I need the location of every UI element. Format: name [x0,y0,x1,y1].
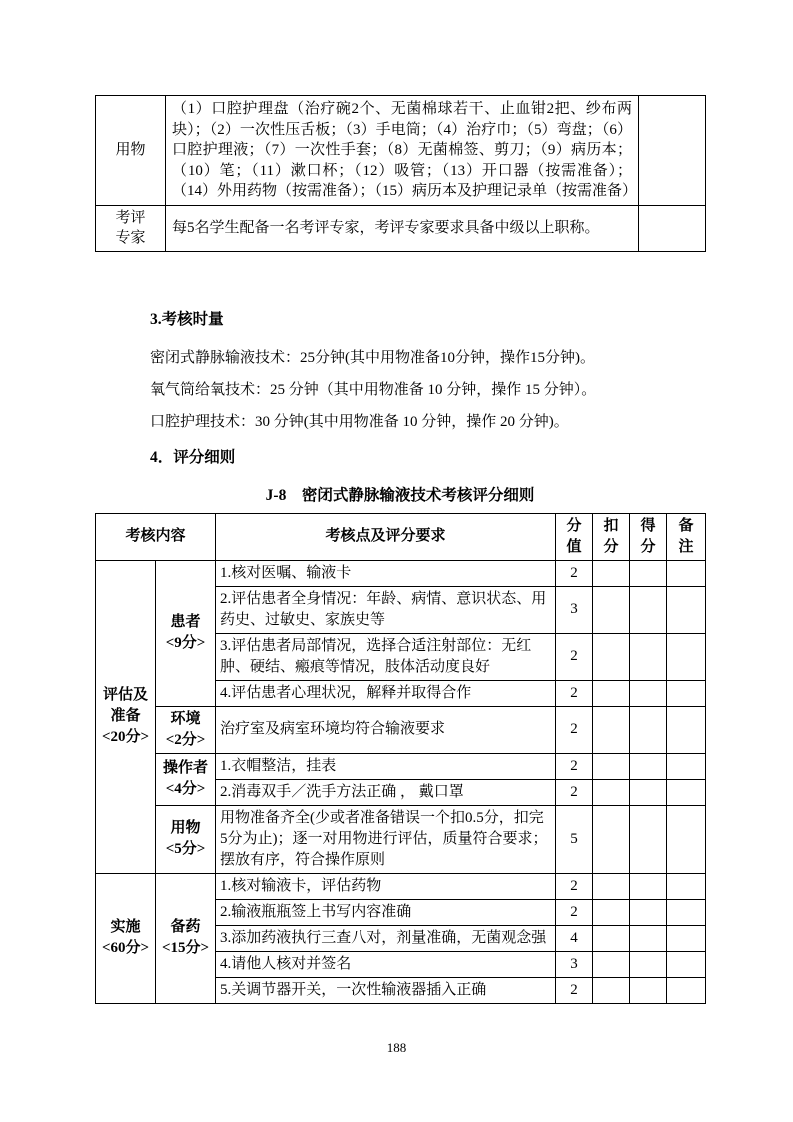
score-value: 3 [556,951,593,977]
score-value: 2 [556,753,593,779]
header-score: 分值 [556,513,593,560]
deduction-cell [593,586,630,633]
obtained-cell [630,680,667,706]
obtained-cell [630,633,667,680]
remarks-cell [667,586,706,633]
score-value: 2 [556,977,593,1003]
section-heading-time: 3.考核时量 [150,310,224,328]
category-assess-prepare: 评估及准备 <20分> [96,560,156,873]
table-row [96,205,706,251]
deduction-cell [593,805,630,873]
header-obtained: 得分 [630,513,667,560]
requirement-text: 4.评估患者心理状况，解释并取得合作 [216,680,556,706]
supplies-list-text: （1）口腔护理盘（治疗碗2个、无菌棉球若干、止血钳2把、纱布两块）；（2）一次性压舌板；（3）手电筒；（4）治疗巾；（5）弯盘；（6）口腔护理液；（7）一次性手套；（8）无菌棉签、剪刀；（9）病历本；（10）笔；（11）漱口杯；（12）吸管；（13）开口器（按需准备）；（14）外用药物（按需准备）；（15）病历本及护理记录单（按需准备） [166,96,639,206]
row-header-examiners [96,205,166,251]
requirement-text: 2.消毒双手／洗手方法正确 ， 戴口罩 [216,779,556,805]
row-label: 用物 [115,142,146,158]
header-deduction: 扣分 [593,513,630,560]
deduction-cell [593,633,630,680]
requirement-text: 1.核对输液卡，评估药物 [216,873,556,899]
time-line-oxygen: 氧气筒给氧技术：25 分钟（其中用物准备 10 分钟，操作 15 分钟）。 [150,381,597,398]
subcategory-patient: 患者 <9分> [156,560,216,706]
score-value: 4 [556,925,593,951]
subcategory-environment: 环境 <2分> [156,706,216,753]
requirement-text: 用物准备齐全(少或者准备错误一个扣0.5分，扣完5分为止)；逐一对用物进行评估，质量符合要求；摆放有序，符合操作原则 [216,805,556,873]
score-value: 2 [556,899,593,925]
remarks-cell [667,899,706,925]
obtained-cell [630,779,667,805]
remarks-cell [667,977,706,1003]
header-assessment-content: 考核内容 [96,513,216,560]
category-implementation: 实施 <60分> [96,873,156,1003]
deduction-cell [593,925,630,951]
body-text-block [95,252,705,467]
score-value: 2 [556,680,593,706]
row-label: 考评专家 [115,209,146,246]
deduction-cell [593,753,630,779]
score-table-title: J-8 密闭式静脉输液技术考核评分细则 [265,486,535,504]
obtained-cell [630,805,667,873]
table-row [96,753,706,779]
deduction-cell [593,899,630,925]
remarks-cell [667,680,706,706]
obtained-cell [630,706,667,753]
score-value: 3 [556,586,593,633]
obtained-cell [630,925,667,951]
obtained-cell [630,977,667,1003]
obtained-cell [630,560,667,586]
page-content [95,0,705,1004]
remarks-cell [667,560,706,586]
subcategory-supplies: 用物 <5分> [156,805,216,873]
obtained-cell [630,873,667,899]
obtained-cell [630,899,667,925]
requirement-text: 1.核对医嘱、输液卡 [216,560,556,586]
subcategory-prepare-medication: 备药 <15分> [156,873,216,1003]
remarks-cell [667,873,706,899]
score-value: 2 [556,873,593,899]
empty-side-cell [639,205,706,251]
header-row [96,513,706,560]
requirement-text: 3.添加药液执行三查八对，剂量准确，无菌观念强 [216,925,556,951]
score-value: 2 [556,706,593,753]
remarks-cell [667,779,706,805]
deduction-cell [593,560,630,586]
obtained-cell [630,951,667,977]
preparation-table [95,95,706,252]
empty-side-cell [639,96,706,206]
table-row [96,805,706,873]
score-table [95,513,706,1004]
deduction-cell [593,779,630,805]
subcategory-operator: 操作者 <4分> [156,753,216,805]
page-number: 188 [386,1040,407,1055]
examiners-text: 每5名学生配备一名考评专家，考评专家要求具备中级以上职称。 [166,205,639,251]
time-line-oral-care: 口腔护理技术：30 分钟(其中用物准备 10 分钟，操作 20 分钟)。 [150,413,569,430]
requirement-text: 3.评估患者局部情况，选择合适注射部位：无红肿、硬结、瘢痕等情况，肢体活动度良好 [216,633,556,680]
header-remarks: 备注 [667,513,706,560]
obtained-cell [630,753,667,779]
remarks-cell [667,753,706,779]
deduction-cell [593,977,630,1003]
section-heading-rules: 4．评分细则 [150,448,236,466]
table-row [96,96,706,206]
deduction-cell [593,951,630,977]
row-header-supplies [96,96,166,206]
remarks-cell [667,951,706,977]
score-value: 2 [556,560,593,586]
table-row [96,560,706,586]
remarks-cell [667,925,706,951]
requirement-text: 2.输液瓶瓶签上书写内容准确 [216,899,556,925]
score-value: 2 [556,633,593,680]
table-row [96,873,706,899]
score-value: 2 [556,779,593,805]
table-row [96,706,706,753]
header-points-requirements: 考核点及评分要求 [216,513,556,560]
requirement-text: 4.请他人核对并签名 [216,951,556,977]
requirement-text: 治疗室及病室环境均符合输液要求 [216,706,556,753]
requirement-text: 2.评估患者全身情况：年龄、病情、意识状态、用药史、过敏史、家族史等 [216,586,556,633]
remarks-cell [667,805,706,873]
requirement-text: 5.关调节器开关，一次性输液器插入正确 [216,977,556,1003]
remarks-cell [667,706,706,753]
deduction-cell [593,706,630,753]
time-line-iv-infusion: 密闭式静脉输液技术：25分钟(其中用物准备10分钟，操作15分钟)。 [150,349,595,366]
remarks-cell [667,633,706,680]
obtained-cell [630,586,667,633]
deduction-cell [593,680,630,706]
requirement-text: 1.衣帽整洁，挂表 [216,753,556,779]
deduction-cell [593,873,630,899]
score-value: 5 [556,805,593,873]
